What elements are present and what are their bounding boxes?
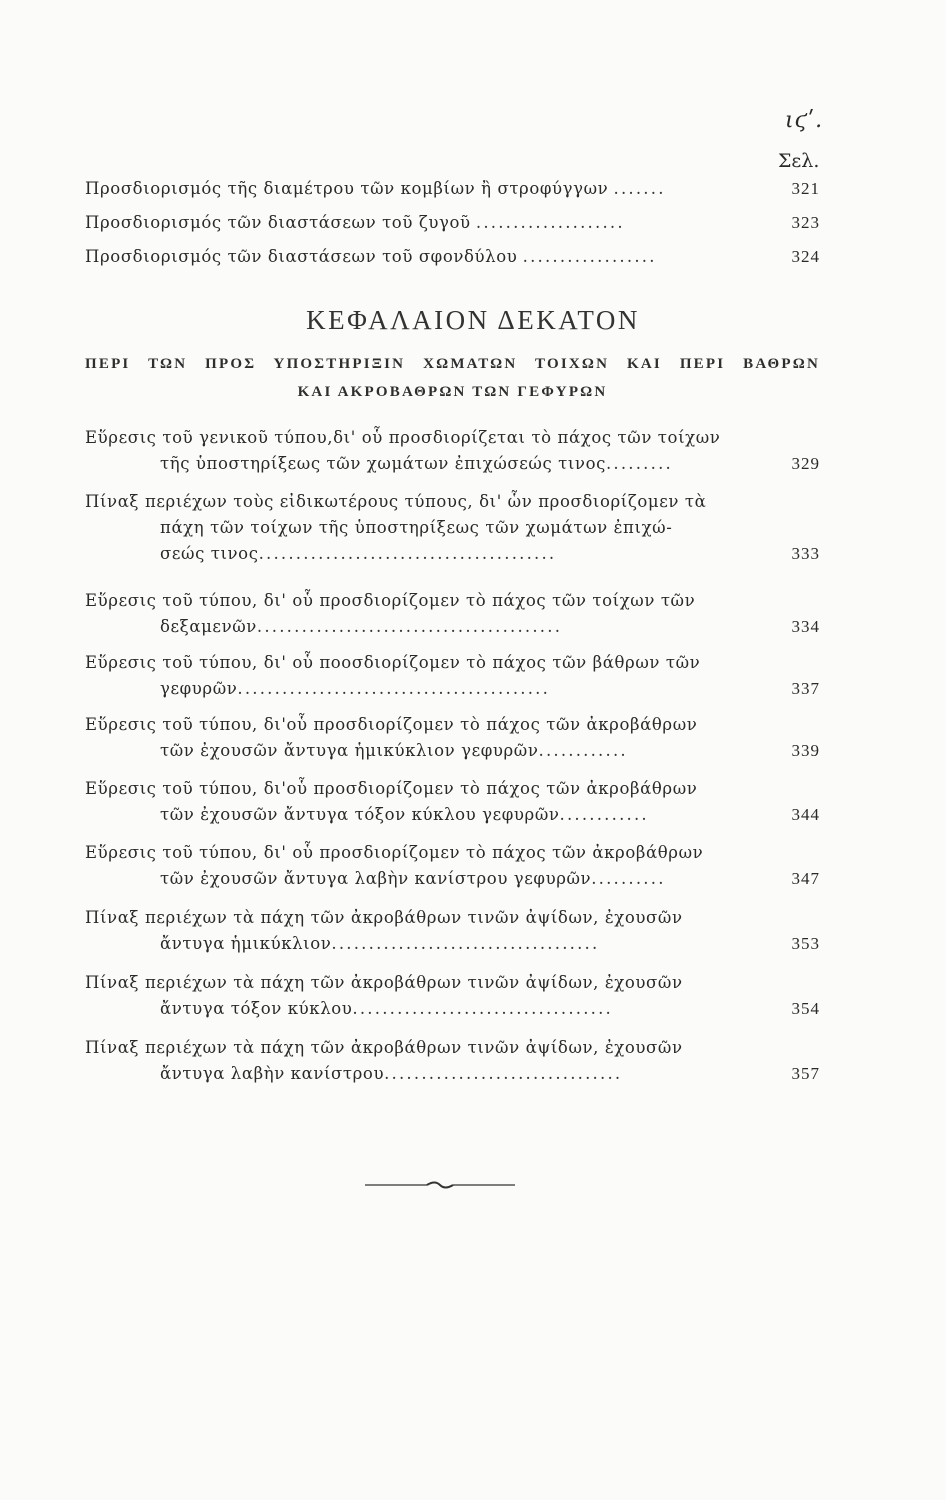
toc-entry — [85, 712, 820, 764]
page-number: 334 — [791, 617, 820, 636]
entry-text: Εὕρεσις τοῦ τύπου, δι' οὗ ποοσδιορίζομεν τὸ πάχος τῶν βάθρων τῶν — [85, 653, 701, 672]
entry-text: σεώς τινος — [160, 544, 259, 563]
toc-entry — [85, 905, 820, 957]
page-number: 323 — [791, 213, 820, 232]
page-number: 339 — [791, 741, 820, 760]
page-number: 347 — [791, 869, 820, 888]
leader-dots: ......................................... — [256, 617, 563, 636]
page-number: 321 — [791, 179, 820, 198]
leader-dots: ............ — [559, 805, 649, 824]
toc-line — [85, 996, 820, 1022]
leader-dots: .................. — [522, 247, 657, 266]
toc-entry — [85, 489, 820, 567]
page-number: 329 — [791, 454, 820, 473]
entry-text: γεφυρῶν — [160, 679, 238, 698]
toc-line — [85, 650, 820, 676]
entry-text: Εὕρεσις τοῦ τύπου, δι' οὗ προσδιορίζομεν τὸ πάχος τῶν ἀκροβάθρων — [85, 843, 704, 862]
page-number: 353 — [791, 934, 820, 953]
leader-dots: ....... — [613, 179, 666, 198]
toc-line — [85, 676, 820, 702]
toc-entry — [85, 588, 820, 640]
toc-line — [85, 1035, 820, 1061]
entry-text: Εὕρεσις τοῦ τύπου, δι' οὗ προσδιορίζομεν τὸ πάχος τῶν τοίχων τῶν — [85, 591, 696, 610]
toc-line — [85, 738, 820, 764]
toc-entry — [85, 172, 820, 274]
leader-dots: ................................ — [384, 1064, 623, 1083]
toc-line — [85, 712, 820, 738]
toc-entry — [85, 650, 820, 702]
entry-text: τῆς ὑποστηρίξεως τῶν χωμάτων ἐπιχώσεώς τινος — [160, 454, 606, 473]
toc-entry — [85, 776, 820, 828]
leader-dots: ............ — [538, 741, 628, 760]
toc-line — [85, 172, 820, 206]
leader-dots: .................... — [475, 213, 625, 232]
leader-dots: ........................................ — [258, 544, 557, 563]
chapter-subtitle-line1: ΠΕΡΙ ΤΩΝ ΠΡΟΣ ΥΠΟΣΤΗΡΙΞΙΝ ΧΩΜΑΤΩΝ ΤΟΙΧΩΝ ΚΑΙ ΠΕΡΙ ΒΑΘΡΩΝ — [85, 356, 820, 372]
entry-text: ἄντυγα λαβὴν κανίστρου — [160, 1064, 385, 1083]
toc-line — [85, 802, 820, 828]
toc-line — [85, 588, 820, 614]
entry-text: ἄντυγα ἡμικύκλιον — [160, 934, 332, 953]
toc-line — [85, 515, 820, 541]
entry-text: τῶν ἐχουσῶν ἄντυγα τόξον κύκλου γεφυρῶν — [160, 805, 560, 824]
entry-text: Εὕρεσις τοῦ τύπου, δι'οὗ προσδιορίζομεν τὸ πάχος τῶν ἀκροβάθρων — [85, 779, 698, 798]
page-number: 354 — [791, 999, 820, 1018]
toc-line — [85, 614, 820, 640]
toc-entry — [85, 425, 820, 477]
toc-line — [85, 840, 820, 866]
toc-line — [85, 905, 820, 931]
chapter-title: ΚΕΦΑΛΑΙΟΝ ΔΕΚΑΤΟΝ — [306, 305, 640, 335]
entry-text: δεξαμενῶν — [160, 617, 257, 636]
page-column-label: Σελ. — [778, 150, 820, 172]
toc-line — [85, 240, 820, 274]
toc-entry — [85, 1035, 820, 1087]
entry-text: Εὕρεσις τοῦ γενικοῦ τύπου,δι' οὗ προσδιορίζεται τὸ πάχος τῶν τοίχων — [85, 428, 721, 447]
page-number: 357 — [791, 1064, 820, 1083]
chapter-subtitle-line2: ΚΑΙ ΑΚΡΟΒΑΘΡΩΝ ΤΩΝ ΓΕΦΥΡΩΝ — [297, 384, 608, 400]
entry-text: ἄντυγα τόξον κύκλου — [160, 999, 353, 1018]
toc-line — [85, 541, 820, 567]
toc-line — [85, 1061, 820, 1087]
entry-text: Πίναξ περιέχων τοὺς εἰδικωτέρους τύπους, δι' ὧν προσδιορίζομεν τὰ — [85, 492, 707, 511]
page-number: 333 — [791, 544, 820, 563]
entry-text: Προσδιορισμός τῶν διαστάσεων τοῦ ζυγοῦ — [85, 213, 471, 232]
entry-text: Πίναξ περιέχων τὰ πάχη τῶν ἀκροβάθρων τινῶν ἀψίδων, ἐχουσῶν — [85, 1038, 683, 1057]
toc-line — [85, 425, 820, 451]
entry-text: πάχη τῶν τοίχων τῆς ὑποστηρίξεως τῶν χωμάτων ἐπιχώ- — [160, 518, 673, 537]
leader-dots: ......... — [605, 454, 673, 473]
toc-entry — [85, 840, 820, 892]
toc-line — [85, 866, 820, 892]
toc-line — [85, 931, 820, 957]
leader-dots: .......................................... — [237, 679, 551, 698]
page-number: 324 — [791, 247, 820, 266]
leader-dots: ................................... — [352, 999, 613, 1018]
page-number: 344 — [791, 805, 820, 824]
entry-text: Πίναξ περιέχων τὰ πάχη τῶν ἀκροβάθρων τινῶν ἀψίδων, ἐχουσῶν — [85, 908, 683, 927]
entry-text: Εὕρεσις τοῦ τύπου, δι'οὗ προσδιορίζομεν τὸ πάχος τῶν ἀκροβάθρων — [85, 715, 698, 734]
toc-line — [85, 451, 820, 477]
entry-text: Προσδιορισμός τῶν διαστάσεων τοῦ σφονδύλου — [85, 247, 518, 266]
page-number: 337 — [791, 679, 820, 698]
toc-entry — [85, 970, 820, 1022]
entry-text: τῶν ἐχουσῶν ἄντυγα λαβὴν κανίστρου γεφυρῶν — [160, 869, 592, 888]
leader-dots: .......... — [591, 869, 666, 888]
ornament-rule — [365, 1178, 515, 1192]
entry-text: Πίναξ περιέχων τὰ πάχη τῶν ἀκροβάθρων τινῶν ἀψίδων, ἐχουσῶν — [85, 973, 683, 992]
toc-line — [85, 489, 820, 515]
toc-line — [85, 970, 820, 996]
folio-number: ιϛʹ. — [785, 108, 824, 133]
toc-line — [85, 206, 820, 240]
entry-text: Προσδιορισμός τῆς διαμέτρου τῶν κομβίων ἢ στροφύγγων — [85, 179, 609, 198]
entry-text: τῶν ἐχουσῶν ἄντυγα ἡμικύκλιον γεφυρῶν — [160, 741, 539, 760]
leader-dots: .................................... — [331, 934, 600, 953]
toc-line — [85, 776, 820, 802]
